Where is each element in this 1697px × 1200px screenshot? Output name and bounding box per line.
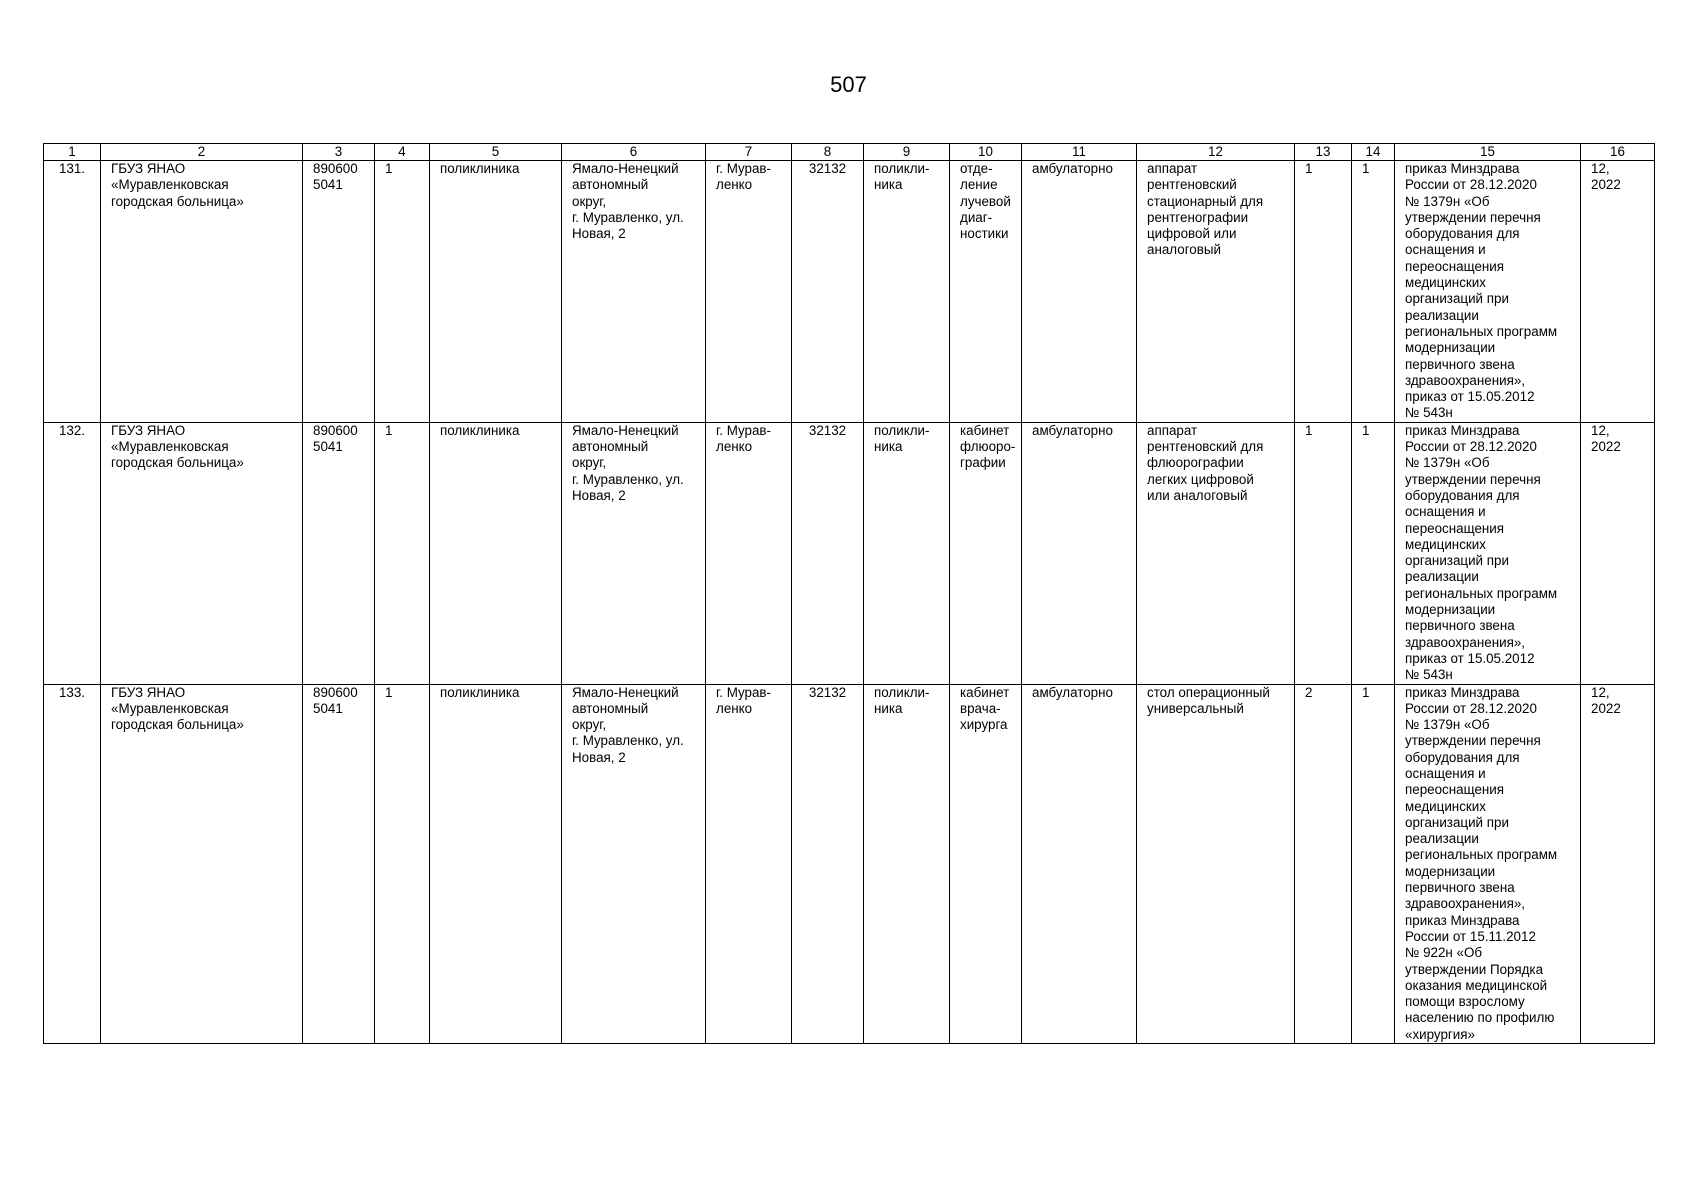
cell-line: приказ от 15.05.2012 xyxy=(1405,650,1535,666)
cell-line: или аналоговый xyxy=(1147,487,1248,503)
col-header: 12 xyxy=(1137,144,1295,161)
cell-line: 5041 xyxy=(313,700,343,716)
col-header: 1 xyxy=(44,144,101,161)
cell-line: поликли- xyxy=(874,161,930,176)
cell-line: организаций при xyxy=(1405,291,1509,307)
cell-line: Ямало-Ненецкий xyxy=(572,161,679,176)
cell-line: здравоохранения», xyxy=(1405,372,1525,388)
cell-line: приказ от 15.05.2012 xyxy=(1405,389,1535,405)
cell-row-number: 133. xyxy=(44,684,101,1044)
cell-line: флюоро- xyxy=(960,439,1016,455)
col-header: 14 xyxy=(1352,144,1395,161)
cell-unit xyxy=(950,161,1022,423)
cell-row-number: 131. xyxy=(44,161,101,423)
cell-line: ГБУЗ ЯНАО xyxy=(111,422,186,438)
col-header: 9 xyxy=(864,144,950,161)
cell-mode: амбулаторно xyxy=(1022,161,1137,423)
cell-line: № 1379н «Об xyxy=(1405,717,1490,733)
col-header: 3 xyxy=(303,144,375,161)
cell-address xyxy=(562,422,706,684)
cell-line: аппарат xyxy=(1147,161,1198,176)
table-row xyxy=(44,161,1655,423)
cell-line: организаций при xyxy=(1405,553,1509,569)
cell-address xyxy=(562,161,706,423)
cell-line: ГБУЗ ЯНАО xyxy=(111,684,186,700)
cell-line: «хирургия» xyxy=(1405,1026,1475,1042)
cell-line: аналоговый xyxy=(1147,242,1221,258)
cell-line: хирурга xyxy=(960,717,1008,733)
cell-line: модернизации xyxy=(1405,340,1496,356)
cell-line: медицинских xyxy=(1405,536,1486,552)
cell-line: 890600 xyxy=(313,684,358,700)
col-header: 13 xyxy=(1295,144,1352,161)
cell-line: округ, xyxy=(572,193,607,209)
cell-equipment xyxy=(1137,161,1295,423)
cell-organization xyxy=(101,684,303,1044)
table-header-row xyxy=(44,144,1655,161)
cell-line: 5041 xyxy=(313,177,343,193)
cell-line: населению по профилю xyxy=(1405,1010,1555,1026)
cell-line: реализации xyxy=(1405,831,1479,847)
cell-line: приказ Минздрава xyxy=(1405,422,1520,438)
cell-legal-basis xyxy=(1395,422,1581,684)
cell-line: графии xyxy=(960,455,1006,471)
cell-line: первичного звена xyxy=(1405,880,1515,896)
col-header: 6 xyxy=(562,144,706,161)
cell-line: стационарный для xyxy=(1147,193,1264,209)
cell-line: оснащения и xyxy=(1405,765,1486,781)
cell-line: Новая, 2 xyxy=(572,487,626,503)
cell-line: переоснащения xyxy=(1405,782,1505,798)
cell-line: автономный xyxy=(572,439,649,455)
cell-line: кабинет xyxy=(960,684,1010,700)
cell-line: ника xyxy=(874,700,903,716)
cell-mode: амбулаторно xyxy=(1022,422,1137,684)
cell-city xyxy=(706,422,792,684)
cell-date xyxy=(1581,422,1655,684)
cell-facility-type: поликлиника xyxy=(430,161,562,423)
cell-line: 2022 xyxy=(1591,177,1621,193)
page-number: 507 xyxy=(830,72,867,97)
cell-date xyxy=(1581,684,1655,1044)
cell-line: рентгеновский для xyxy=(1147,439,1264,455)
cell-equipment xyxy=(1137,422,1295,684)
cell-facility-type: поликлиника xyxy=(430,422,562,684)
cell-line: «Муравленковская xyxy=(111,177,229,193)
cell-line: оборудования для xyxy=(1405,749,1520,765)
cell-line: медицинских xyxy=(1405,275,1486,291)
cell-col13: 1 xyxy=(1295,422,1352,684)
equipment-table xyxy=(43,143,1655,1044)
cell-line: г. Муравленко, ул. xyxy=(572,209,684,225)
table-row xyxy=(44,684,1655,1044)
col-header: 4 xyxy=(375,144,430,161)
cell-line: модернизации xyxy=(1405,602,1496,618)
cell-code: 32132 xyxy=(792,684,864,1044)
cell-line: оказания медицинской xyxy=(1405,977,1548,993)
cell-address xyxy=(562,684,706,1044)
cell-line: помощи взрослому xyxy=(1405,994,1525,1010)
cell-city xyxy=(706,161,792,423)
cell-line: диаг- xyxy=(960,209,993,225)
cell-line: 12, xyxy=(1591,684,1610,700)
cell-line: утверждении перечня xyxy=(1405,733,1541,749)
cell-line: цифровой или xyxy=(1147,226,1237,242)
cell-line: врача- xyxy=(960,700,1001,716)
cell-line: России от 28.12.2020 xyxy=(1405,439,1537,455)
cell-line: поликли- xyxy=(874,422,930,438)
cell-line: 12, xyxy=(1591,161,1610,176)
cell-line: Новая, 2 xyxy=(572,226,626,242)
cell-line: утверждении перечня xyxy=(1405,471,1541,487)
cell-line: переоснащения xyxy=(1405,258,1505,274)
cell-line: г. Мурав- xyxy=(716,684,772,700)
cell-line: оснащения и xyxy=(1405,242,1486,258)
cell-line: России от 28.12.2020 xyxy=(1405,700,1537,716)
cell-line: рентгенографии xyxy=(1147,209,1249,225)
cell-organization xyxy=(101,161,303,423)
cell-col4: 1 xyxy=(375,684,430,1044)
cell-line: 12, xyxy=(1591,422,1610,438)
col-header: 10 xyxy=(950,144,1022,161)
cell-facility-type: поликлиника xyxy=(430,684,562,1044)
cell-col4: 1 xyxy=(375,422,430,684)
cell-line: лучевой xyxy=(960,193,1011,209)
col-header: 5 xyxy=(430,144,562,161)
cell-line: автономный xyxy=(572,700,649,716)
cell-line: универсальный xyxy=(1147,700,1244,716)
cell-line: России от 28.12.2020 xyxy=(1405,177,1537,193)
cell-line: округ, xyxy=(572,455,607,471)
cell-line: ника xyxy=(874,177,903,193)
cell-line: переоснащения xyxy=(1405,520,1505,536)
cell-organization xyxy=(101,422,303,684)
cell-equipment xyxy=(1137,684,1295,1044)
cell-col14: 1 xyxy=(1352,422,1395,684)
cell-line: оборудования для xyxy=(1405,226,1520,242)
cell-line: г. Мурав- xyxy=(716,422,772,438)
cell-line: ленко xyxy=(716,700,753,716)
cell-col9 xyxy=(864,161,950,423)
col-header: 8 xyxy=(792,144,864,161)
cell-line: поликли- xyxy=(874,684,930,700)
col-header: 2 xyxy=(101,144,303,161)
cell-col14: 1 xyxy=(1352,161,1395,423)
cell-line: стол операционный xyxy=(1147,684,1270,700)
cell-code: 32132 xyxy=(792,422,864,684)
cell-line: приказ Минздрава xyxy=(1405,912,1520,928)
cell-line: кабинет xyxy=(960,422,1010,438)
cell-inn xyxy=(303,161,375,423)
cell-col4: 1 xyxy=(375,161,430,423)
cell-line: региональных программ xyxy=(1405,585,1558,601)
cell-col13: 2 xyxy=(1295,684,1352,1044)
cell-line: 5041 xyxy=(313,439,343,455)
cell-line: флюорографии xyxy=(1147,455,1244,471)
cell-line: оснащения и xyxy=(1405,504,1486,520)
cell-line: № 543н xyxy=(1405,667,1453,683)
cell-line: медицинских xyxy=(1405,798,1486,814)
cell-inn xyxy=(303,422,375,684)
cell-city xyxy=(706,684,792,1044)
cell-line: первичного звена xyxy=(1405,618,1515,634)
cell-line: легких цифровой xyxy=(1147,471,1254,487)
cell-line: рентгеновский xyxy=(1147,177,1237,193)
cell-line: г. Муравленко, ул. xyxy=(572,733,684,749)
cell-col13: 1 xyxy=(1295,161,1352,423)
cell-code: 32132 xyxy=(792,161,864,423)
cell-line: ленко xyxy=(716,439,753,455)
cell-line: утверждении Порядка xyxy=(1405,961,1544,977)
cell-line: ленко xyxy=(716,177,753,193)
cell-line: № 1379н «Об xyxy=(1405,455,1490,471)
cell-mode: амбулаторно xyxy=(1022,684,1137,1044)
cell-line: реализации xyxy=(1405,569,1479,585)
cell-line: № 922н «Об xyxy=(1405,945,1483,961)
cell-line: «Муравленковская xyxy=(111,700,229,716)
cell-legal-basis xyxy=(1395,161,1581,423)
cell-line: Ямало-Ненецкий xyxy=(572,422,679,438)
cell-inn xyxy=(303,684,375,1044)
cell-line: «Муравленковская xyxy=(111,439,229,455)
cell-line: автономный xyxy=(572,177,649,193)
cell-line: приказ Минздрава xyxy=(1405,161,1520,176)
cell-line: России от 15.11.2012 xyxy=(1405,928,1536,944)
table-row xyxy=(44,422,1655,684)
cell-line: № 1379н «Об xyxy=(1405,193,1490,209)
col-header: 16 xyxy=(1581,144,1655,161)
cell-line: ление xyxy=(960,177,998,193)
cell-line: 890600 xyxy=(313,161,358,176)
cell-line: здравоохранения», xyxy=(1405,634,1525,650)
cell-line: 890600 xyxy=(313,422,358,438)
cell-line: приказ Минздрава xyxy=(1405,684,1520,700)
cell-line: г. Муравленко, ул. xyxy=(572,471,684,487)
cell-col9 xyxy=(864,684,950,1044)
cell-line: утверждении перечня xyxy=(1405,209,1541,225)
cell-date xyxy=(1581,161,1655,423)
cell-line: № 543н xyxy=(1405,405,1453,421)
cell-line: реализации xyxy=(1405,307,1479,323)
cell-line: 2022 xyxy=(1591,439,1621,455)
cell-line: региональных программ xyxy=(1405,847,1558,863)
cell-line: здравоохранения», xyxy=(1405,896,1525,912)
cell-line: региональных программ xyxy=(1405,323,1558,339)
cell-unit xyxy=(950,684,1022,1044)
col-header: 15 xyxy=(1395,144,1581,161)
cell-line: ника xyxy=(874,439,903,455)
cell-line: аппарат xyxy=(1147,422,1198,438)
cell-row-number: 132. xyxy=(44,422,101,684)
cell-line: оборудования для xyxy=(1405,487,1520,503)
cell-line: ностики xyxy=(960,226,1009,242)
cell-line: отде- xyxy=(960,161,993,176)
cell-line: организаций при xyxy=(1405,814,1509,830)
cell-col14: 1 xyxy=(1352,684,1395,1044)
cell-line: округ, xyxy=(572,717,607,733)
cell-line: городская больница» xyxy=(111,455,244,471)
cell-unit xyxy=(950,422,1022,684)
cell-line: городская больница» xyxy=(111,717,244,733)
cell-line: 2022 xyxy=(1591,700,1621,716)
cell-line: ГБУЗ ЯНАО xyxy=(111,161,186,176)
cell-col9 xyxy=(864,422,950,684)
cell-line: первичного звена xyxy=(1405,356,1515,372)
cell-line: Ямало-Ненецкий xyxy=(572,684,679,700)
col-header: 11 xyxy=(1022,144,1137,161)
cell-line: городская больница» xyxy=(111,193,244,209)
cell-legal-basis xyxy=(1395,684,1581,1044)
cell-line: модернизации xyxy=(1405,863,1496,879)
col-header: 7 xyxy=(706,144,792,161)
cell-line: г. Мурав- xyxy=(716,161,772,176)
cell-line: Новая, 2 xyxy=(572,749,626,765)
